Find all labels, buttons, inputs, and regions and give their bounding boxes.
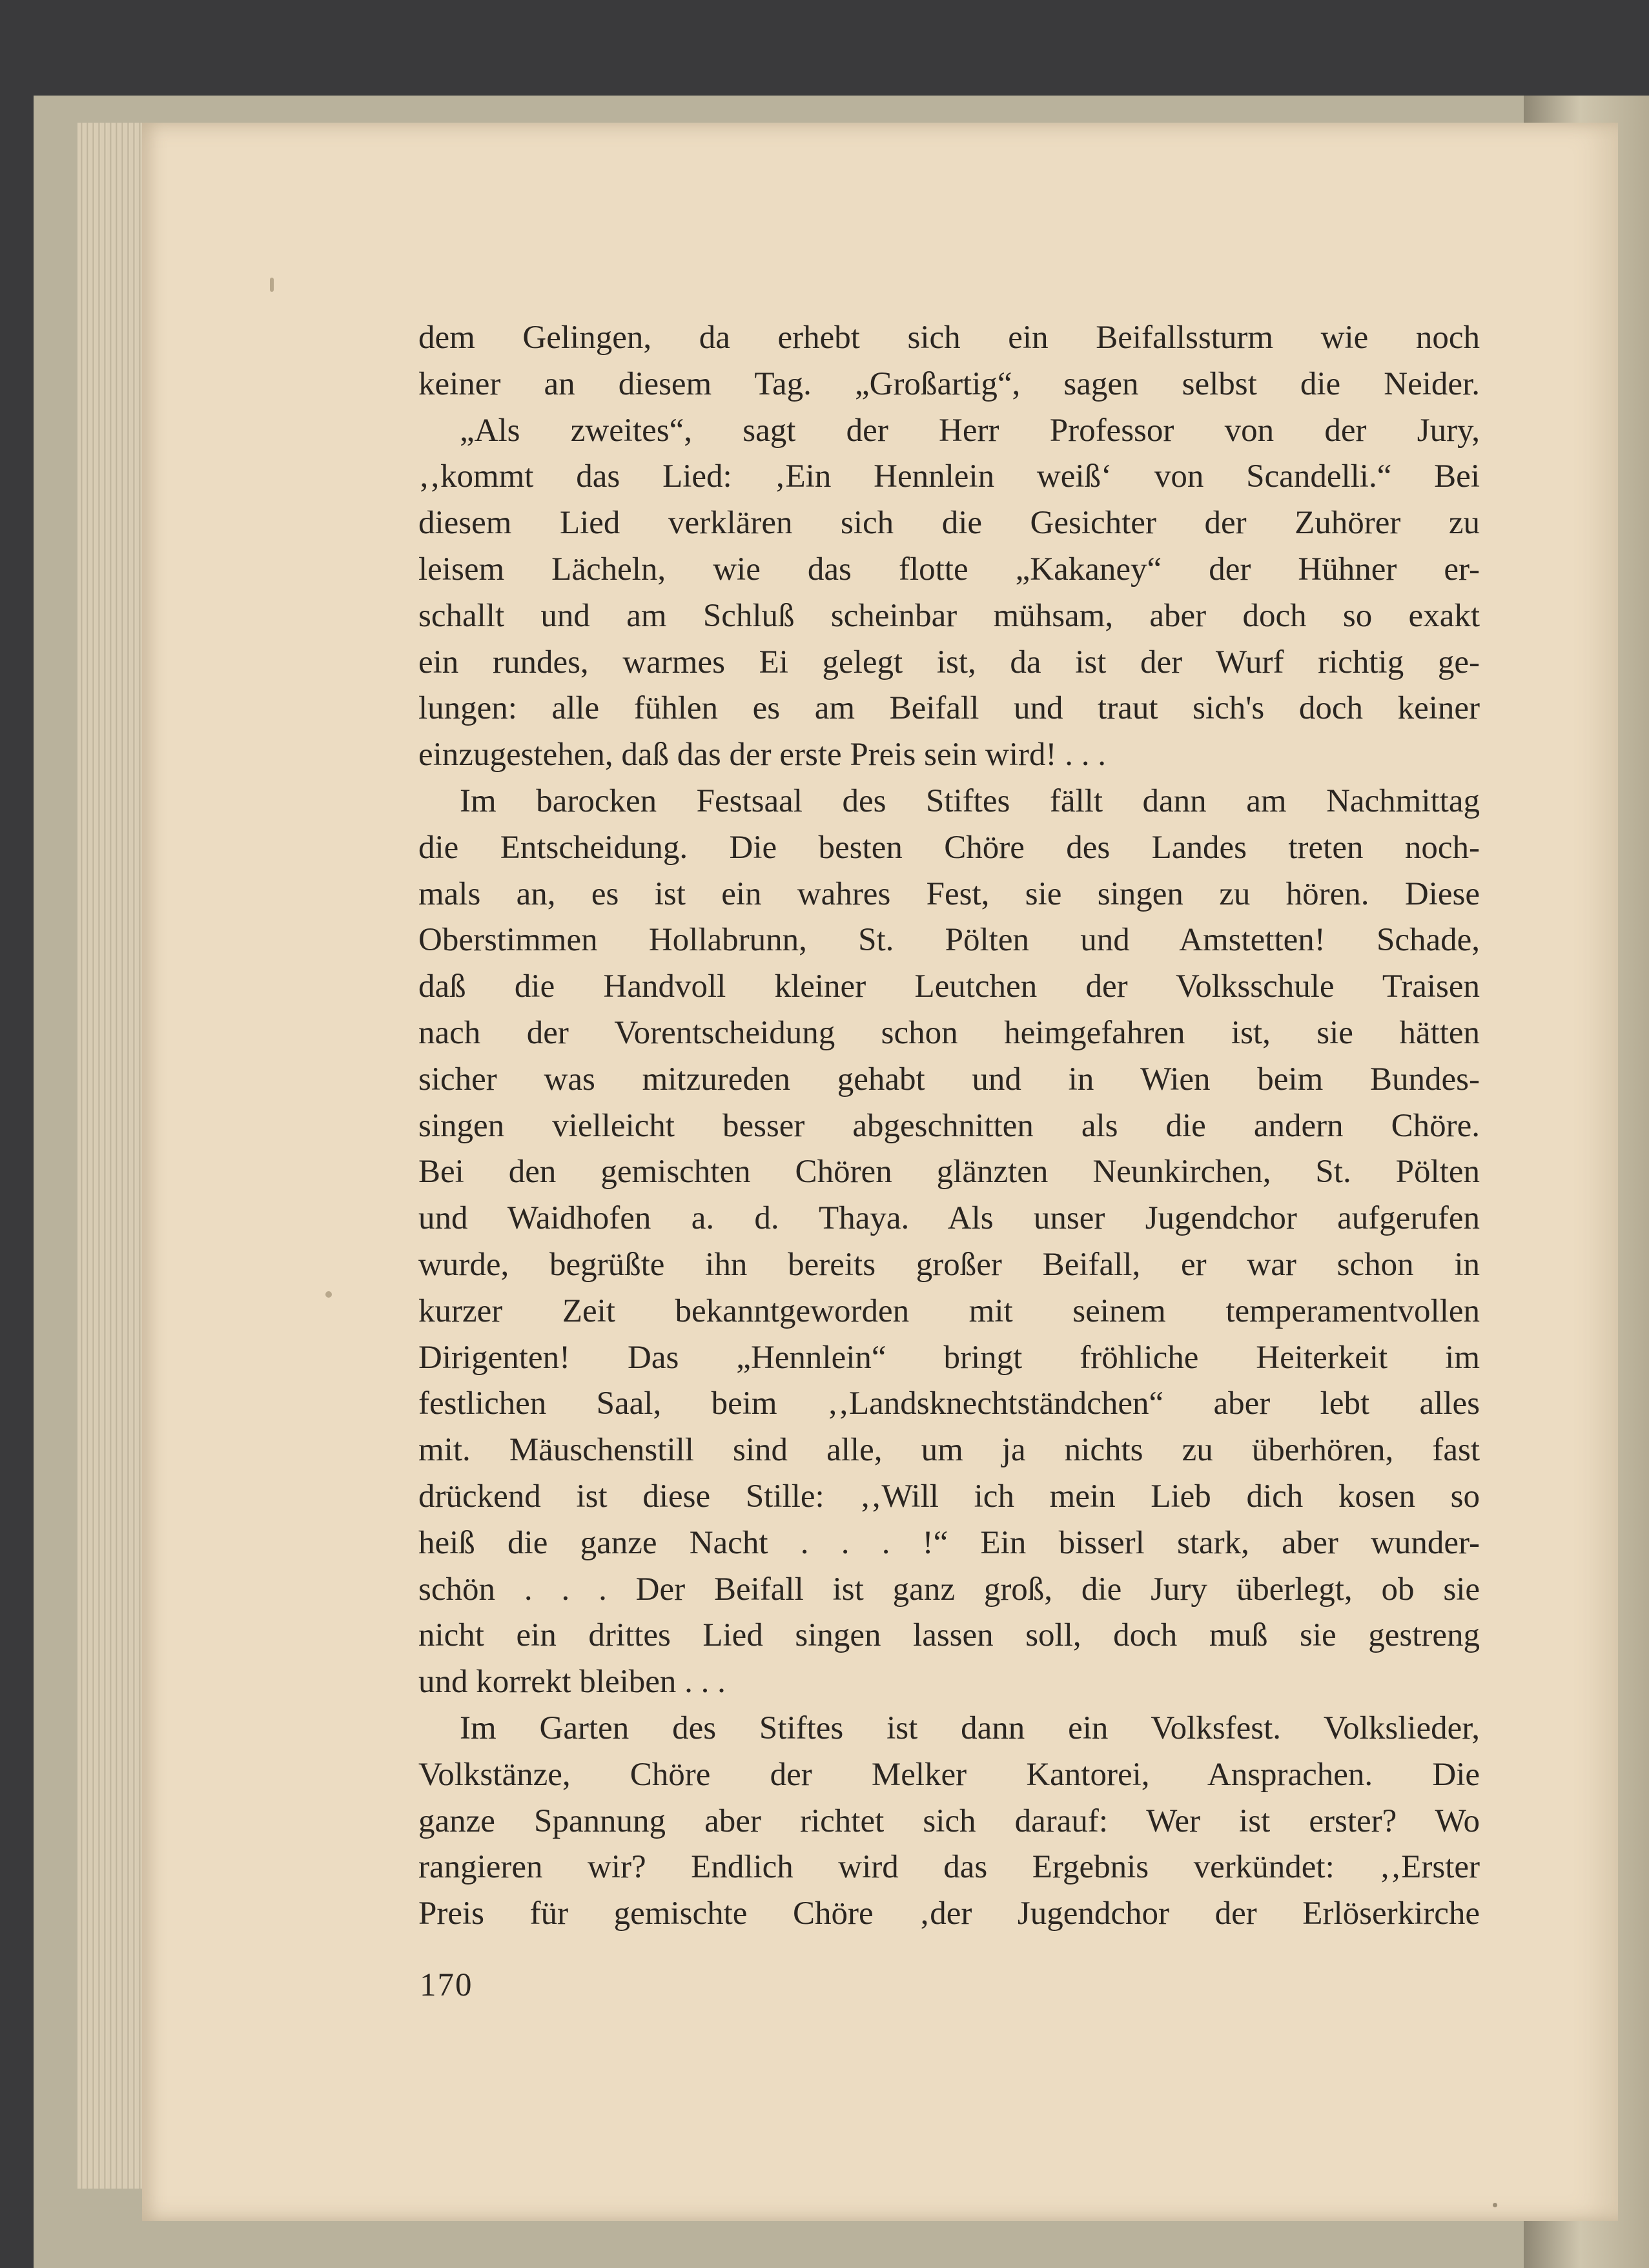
text-line: heiß die ganze Nacht . . . !“ Ein bisserl stark, aber wunder- bbox=[418, 1524, 1480, 1561]
text-line: nicht ein drittes Lied singen lassen soll, doch muß sie gestreng bbox=[418, 1617, 1480, 1654]
text-line: dem Gelingen, da erhebt sich ein Beifallssturm wie noch bbox=[418, 320, 1480, 356]
text-line: wurde, begrüßte ihn bereits großer Beifall, er war schon in bbox=[418, 1246, 1480, 1283]
text-line: ganze Spannung aber richtet sich darauf: Wer ist erster? Wo bbox=[418, 1803, 1480, 1839]
paper-mark bbox=[270, 278, 274, 292]
text-line: „Als zweites“, sagt der Herr Professor von der Jury, bbox=[460, 412, 1480, 449]
text-line: singen vielleicht besser abgeschnitten als die andern Chöre. bbox=[418, 1107, 1480, 1144]
text-line: Volkstänze, Chöre der Melker Kantorei, Ansprachen. Die bbox=[418, 1756, 1480, 1793]
text-line: kurzer Zeit bekanntgeworden mit seinem temperamentvollen bbox=[418, 1292, 1480, 1329]
text-line: nach der Vorentscheidung schon heimgefahren ist, sie hätten bbox=[418, 1014, 1480, 1051]
paper-mark bbox=[325, 1291, 332, 1298]
text-line: mit. Mäuschenstill sind alle, um ja nichts zu überhören, fast bbox=[418, 1432, 1480, 1469]
text-line: diesem Lied verklären sich die Gesichter der Zuhörer zu bbox=[418, 505, 1480, 542]
text-line: Oberstimmen Hollabrunn, St. Pölten und Amstetten! Schade, bbox=[418, 922, 1480, 959]
text-line: und korrekt bleiben . . . bbox=[418, 1664, 726, 1701]
text-line: ‚‚kommt das Lied: ‚Ein Hennlein weiß‘ von Scandelli.“ Bei bbox=[418, 458, 1480, 495]
text-line: ein rundes, warmes Ei gelegt ist, da ist der Wurf richtig ge- bbox=[418, 644, 1480, 680]
text-line: lungen: alle fühlen es am Beifall und traut sich's doch keiner bbox=[418, 690, 1480, 727]
paper-mark bbox=[1493, 2203, 1497, 2207]
text-line: festlichen Saal, beim ‚‚Landsknechtständchen“ aber lebt alles bbox=[418, 1385, 1480, 1422]
text-line: Dirigenten! Das „Hennlein“ bringt fröhliche Heiterkeit im bbox=[418, 1339, 1480, 1376]
text-line: keiner an diesem Tag. „Großartig“, sagen selbst die Neider. bbox=[418, 365, 1480, 402]
text-line: schön . . . Der Beifall ist ganz groß, die Jury überlegt, ob sie bbox=[418, 1571, 1480, 1608]
text-line: schallt und am Schluß scheinbar mühsam, aber doch so exakt bbox=[418, 597, 1480, 634]
text-line: rangieren wir? Endlich wird das Ergebnis verkündet: ‚‚Erster bbox=[418, 1849, 1480, 1886]
text-line: einzugestehen, daß das der erste Preis sein wird! . . . bbox=[418, 737, 1106, 773]
text-line: und Waidhofen a. d. Thaya. Als unser Jugendchor aufgerufen bbox=[418, 1200, 1480, 1237]
text-line: leisem Lächeln, wie das flotte „Kakaney“ der Hühner er- bbox=[418, 551, 1480, 587]
text-line: Bei den gemischten Chören glänzten Neunkirchen, St. Pölten bbox=[418, 1154, 1480, 1190]
text-line: die Entscheidung. Die besten Chöre des Landes treten noch- bbox=[418, 829, 1480, 866]
body-text bbox=[418, 315, 1480, 1937]
text-line: sicher was mitzureden gehabt und in Wien beim Bundes- bbox=[418, 1061, 1480, 1098]
text-line: drückend ist diese Stille: ‚‚Will ich mein Lieb dich kosen so bbox=[418, 1478, 1480, 1515]
text-line: daß die Handvoll kleiner Leutchen der Volksschule Traisen bbox=[418, 968, 1480, 1005]
text-line: Im barocken Festsaal des Stiftes fällt dann am Nachmittag bbox=[460, 782, 1480, 819]
page-number: 170 bbox=[420, 1967, 473, 2003]
text-line: Preis für gemischte Chöre ‚der Jugendchor der Erlöserkirche bbox=[418, 1895, 1480, 1932]
text-line: Im Garten des Stiftes ist dann ein Volksfest. Volkslieder, bbox=[460, 1710, 1480, 1746]
text-line: mals an, es ist ein wahres Fest, sie singen zu hören. Diese bbox=[418, 875, 1480, 912]
